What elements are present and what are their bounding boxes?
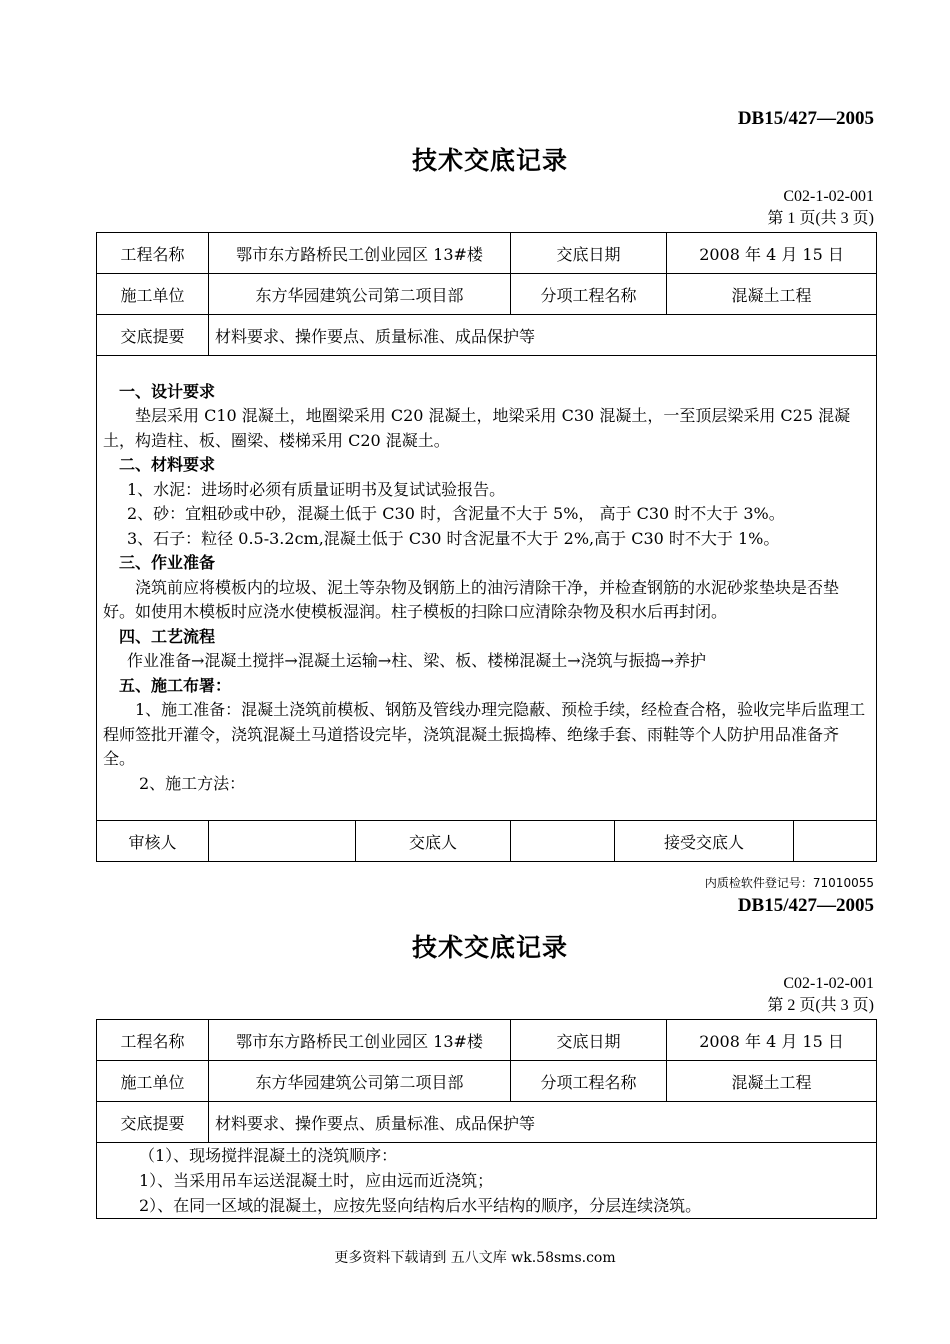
discloser-label: 交底人	[356, 821, 511, 862]
table-row	[97, 274, 877, 315]
page-info: 第 2 页(共 3 页)	[767, 997, 874, 1014]
list-item: （1）、现场搅拌混凝土的浇筑顺序：	[139, 1146, 398, 1165]
record-table	[96, 232, 877, 862]
project-name-value: 鄂市东方路桥民工创业园区 13#楼	[209, 233, 511, 274]
registration-number: 内质检软件登记号：71010055	[704, 876, 874, 890]
form-code: C02-1-02-001	[783, 188, 874, 205]
project-name-value: 鄂市东方路桥民工创业园区 13#楼	[209, 1020, 511, 1061]
list-item: 1）、当采用吊车运送混凝土时，应由远而近浇筑；	[139, 1171, 494, 1190]
form-code: C02-1-02-001	[783, 975, 874, 992]
summary-label: 交底提要	[97, 315, 209, 356]
disclosure-date-label: 交底日期	[511, 1020, 667, 1061]
list-item: 3、石子：粒径 0.5-3.2cm,混凝土低于 C30 时含泥量不大于 2%,高于 C30 时不大于 1%。	[127, 528, 780, 548]
standard-code: DB15/427—2005	[737, 108, 874, 129]
page-info: 第 1 页(共 3 页)	[767, 210, 874, 227]
construction-unit-label: 施工单位	[97, 1061, 209, 1102]
disclosure-date-label: 交底日期	[511, 233, 667, 274]
subproject-value: 混凝土工程	[667, 1061, 877, 1102]
construction-unit-value: 东方华园建筑公司第二项目部	[209, 274, 511, 315]
disclosure-content	[97, 1143, 877, 1219]
footer-link-text: 更多资料下载请到 五八文库 wk.58sms.com	[334, 1250, 616, 1266]
disclosure-content	[97, 356, 877, 821]
list-item: 2）、在同一区域的混凝土，应按先竖向结构后水平结构的顺序，分层连续浇筑。	[139, 1196, 702, 1215]
document-title: 技术交底记录	[411, 933, 568, 962]
document-title: 技术交底记录	[411, 146, 568, 175]
receiver-signature	[794, 821, 877, 862]
table-row	[97, 356, 877, 821]
section-paragraph: 2、施工方法：	[139, 773, 246, 793]
section-paragraph: 垫层采用 C10 混凝土，地圈梁采用 C20 混凝土，地梁采用 C30 混凝土，一至顶层梁采用 C25 混凝土，构造柱、板、圈梁、楼梯采用 C20 混凝土。	[103, 406, 851, 450]
reviewer-signature	[209, 821, 356, 862]
section-paragraph: 浇筑前应将模板内的垃圾、泥土等杂物及钢筋上的油污清除干净，并检查钢筋的水泥砂浆垫块是否垫好。如使用木模板时应浇水使模板湿润。柱子模板的扫除口应清除杂物及积水后再封闭。	[103, 577, 840, 622]
form-code-block	[767, 973, 874, 1017]
table-row	[97, 315, 877, 356]
section-title: 五、施工布署：	[119, 675, 232, 695]
receiver-label: 接受交底人	[615, 821, 794, 862]
project-name-label: 工程名称	[97, 233, 209, 274]
table-row	[97, 1143, 877, 1219]
subproject-label: 分项工程名称	[511, 274, 667, 315]
construction-unit-label: 施工单位	[97, 274, 209, 315]
construction-unit-value: 东方华园建筑公司第二项目部	[209, 1061, 511, 1102]
table-row	[97, 233, 877, 274]
reviewer-label: 审核人	[97, 821, 209, 862]
record-table	[96, 1019, 877, 1219]
summary-value: 材料要求、操作要点、质量标准、成品保护等	[209, 1102, 877, 1143]
signature-row	[97, 821, 877, 862]
list-item: 1、水泥：进场时必须有质量证明书及复试试验报告。	[127, 479, 506, 499]
standard-code: DB15/427—2005	[737, 895, 874, 916]
project-name-label: 工程名称	[97, 1020, 209, 1061]
subproject-value: 混凝土工程	[667, 274, 877, 315]
summary-value: 材料要求、操作要点、质量标准、成品保护等	[209, 315, 877, 356]
disclosure-date-value: 2008 年 4 月 15 日	[667, 1020, 877, 1061]
list-item: 2、砂：宜粗砂或中砂，混凝土低于 C30 时，含泥量不大于 5%， 高于 C30 时不大于 3%。	[127, 504, 785, 524]
section-title: 二、材料要求	[119, 455, 216, 475]
section-title: 一、设计要求	[119, 381, 216, 401]
subproject-label: 分项工程名称	[511, 1061, 667, 1102]
table-row	[97, 1020, 877, 1061]
summary-label: 交底提要	[97, 1102, 209, 1143]
section-paragraph: 作业准备→混凝土搅拌→混凝土运输→柱、梁、板、楼梯混凝土→浇筑与振捣→养护	[127, 651, 707, 671]
section-paragraph: 1、施工准备：混凝土浇筑前模板、钢筋及管线办理完隐蔽、预检手续，经检查合格，验收完毕后监理工程师签批开灌令，浇筑混凝土马道搭设完毕，浇筑混凝土振捣棒、绝缘手套、雨鞋等个人防护用品准备齐全。	[103, 700, 866, 769]
discloser-signature	[511, 821, 615, 862]
table-row	[97, 1061, 877, 1102]
section-title: 三、作业准备	[119, 553, 216, 573]
section-title: 四、工艺流程	[119, 626, 216, 646]
form-code-block	[767, 186, 874, 230]
table-row	[97, 1102, 877, 1143]
disclosure-date-value: 2008 年 4 月 15 日	[667, 233, 877, 274]
